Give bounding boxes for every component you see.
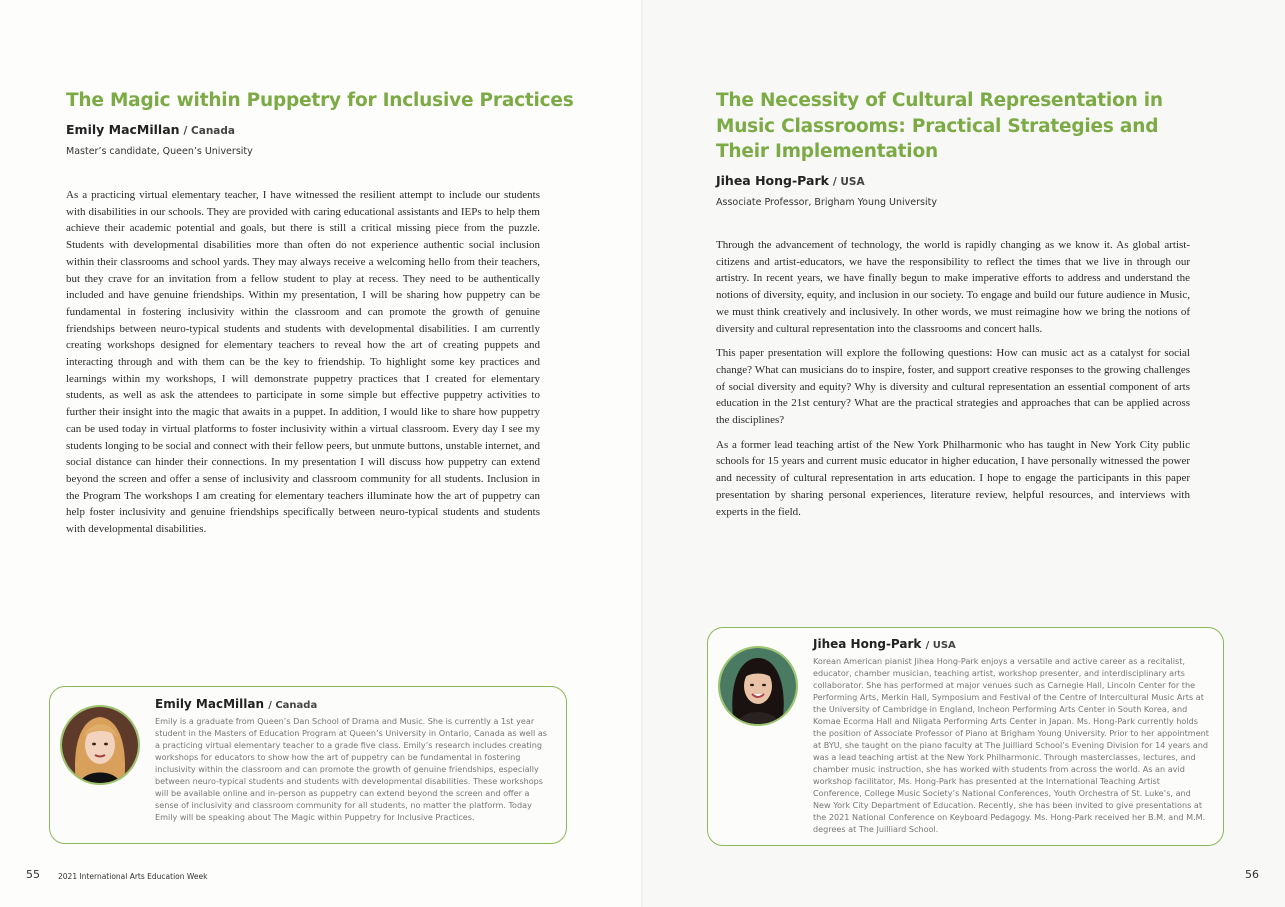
left-bio-name [155, 697, 317, 711]
right-article-title: The Necessity of Cultural Representation in Music Classrooms: Practical Strategies and Their Implementation [716, 90, 1163, 162]
publication-title: 2021 International Arts Education Week [58, 872, 208, 881]
right-author-country: / USA [832, 176, 865, 188]
left-author-country: / Canada [183, 125, 235, 137]
left-bio-author-country: / Canada [268, 700, 318, 711]
right-page-number: 56 [1245, 868, 1259, 881]
right-author-name: Jihea Hong-Park [716, 173, 829, 188]
portrait-illustration [62, 707, 138, 783]
left-author-line [66, 122, 235, 137]
right-bio-text: Korean American pianist Jihea Hong-Park enjoys a versatile and active career as a recitalist, educator, chamber musician, teaching artist, workshop presenter, and interdisciplinary arts collaborator. She has performed at major venues such as Carnegie Hall, Lincoln Center for the Performing Arts, Merkin Hall, Symposium and Festival of the Centre of Intercultural Music Arts at the University of Cambridge in England, Incheon Performing Arts Center in South Korea, and Komae Ecorma Hall and Niigata Performing Arts Center in Japan. Ms. Hong-Park currently holds the position of Associate Professor of Piano at Brigham Young University. Prior to her appointment at BYU, she taught on the piano faculty at The Juilliard School’s Evening Division for 14 years and was a lead teaching artist at the New York Philharmonic. Through masterclasses, lectures, and chamber music instruction, she has worked with students from across the world. As an avid workshop facilitator, Ms. Hong-Park has presented at the International Teaching Artist Conference, College Music Society’s National Conferences, Youth Orchestra of St. Luke’s, and New York City Department of Education. Recently, she has been invited to give presentations at the 2021 National Conference on Keyboard Pedagogy. Ms. Hong-Park received her B.M. and M.M. degrees at The Juilliard School. [813, 656, 1209, 834]
left-bio-author-name: Emily MacMillan [155, 697, 265, 711]
right-author-line [716, 173, 865, 188]
right-paragraph-3: As a former lead teaching artist of the New York Philharmonic who has taught in New York City public schools for 15 years and current music educator in higher education, I have personally witnessed the power and necessity of cultural representation in arts education. I hope to engage the participants in this paper presentation by sharing personal experiences, literature review, helpful resources, and interviews with experts in the field. [716, 438, 1190, 518]
right-affiliation: Associate Professor, Brigham Young University [716, 197, 937, 208]
left-abstract [66, 187, 540, 546]
right-paragraph-2: This paper presentation will explore the following questions: How can music act as a catalyst for social change? What can musicians do to inspire, foster, and support creative responses to the growing challenges of social diversity and equity? Why is diversity and cultural representation an essential component of arts education in the 21st century? What are the practical strategies and approaches that can be applied across the disciplines? [716, 347, 1190, 427]
emily-macmillan-photo [60, 705, 140, 785]
right-paragraph-1: Through the advancement of technology, the world is rapidly changing as we know it. As global artist-citizens and artist-educators, we have the responsibility to reflect the times that we live in through our artistry. In recent years, we have finally begun to make imperative efforts to address and understand the notions of diversity, equity, and inclusion in our society. To engage and build our future audience in Music, we must think creatively and inclusively. In other words, we must reimagine how we bring the notions of diversity and cultural representation into the classrooms and concert halls. [716, 239, 1190, 335]
left-author-name: Emily MacMillan [66, 122, 180, 137]
right-bio-author-name: Jihea Hong-Park [813, 637, 922, 651]
left-article-title: The Magic within Puppetry for Inclusive Practices [66, 90, 574, 111]
left-affiliation: Master’s candidate, Queen’s University [66, 146, 253, 157]
right-bio-name [813, 637, 956, 651]
page-spine [641, 0, 643, 907]
portrait-illustration [720, 648, 796, 724]
left-page-number: 55 [26, 868, 40, 881]
left-paragraph-1: As a practicing virtual elementary teacher, I have witnessed the resilient attempt to include our students with disabilities in our schools. They are provided with caring educational assistants and IEPs to help them achieve their academic potential and goals, but there is still a critical missing piece from the puzzle. Students with developmental disabilities more than often do not experience authentic social inclusion within their classrooms and school yards. They may always receive a welcoming hello from their teachers, but they crave for an invitation from a fellow student to play at recess. They need to be authentically included and have genuine friendships. Within my presentation, I will be sharing how puppetry can be fundamental in fostering inclusivity within the classroom and can promote the growth of genuine friendships between neuro-typical students and students with developmental disabilities. I am currently creating workshops designed for elementary teachers to reveal how the art of creating puppets and interacting through and with them can be the key to friendship. To highlight some key practices and learnings within my workshops, I will demonstrate puppetry practices that I created for elementary students, as well as ask the attendees to participate in some simple but effective puppetry activities to further their insight into the magic that awaits in a puppet. In addition, I would like to share how puppetry can be used today in virtual platforms to foster inclusivity within a virtual classroom. Every day I see my students longing to be social and connect with their fellow peers, but unmute buttons, unstable internet, and social distance can hinder their connections. In my presentation I will discuss how puppetry can extend beyond the screen and offer a sense of inclusivity and classroom community for all students. Inclusion in the Program The workshops I am creating for elementary teachers illuminate how the art of puppetry can help foster inclusivity and genuine friendships specifically between neuro-typical students and students with developmental disabilities. [66, 189, 540, 536]
jihea-hong-park-photo [718, 646, 798, 726]
left-bio-text: Emily is a graduate from Queen’s Dan School of Drama and Music. She is currently a 1st year student in the Masters of Education Program at Queen’s University in Ontario, Canada as well as a practicing virtual elementary teacher to a grade five class. Emily’s research includes creating workshops for educators to show how the art of puppetry can be fundamental in fostering inclusivity within the classroom and can promote the growth of genuine friendships, especially between neuro-typical students and students with developmental disabilities. These workshops will be available online and in-person as puppetry can extend beyond the screen and offer a sense of inclusivity and classroom community for all students, no matter the platform. Today Emily will be speaking about The Magic within Puppetry for Inclusive Practices. [155, 716, 547, 822]
right-abstract [716, 237, 1190, 528]
right-bio-author-country: / USA [925, 640, 956, 651]
